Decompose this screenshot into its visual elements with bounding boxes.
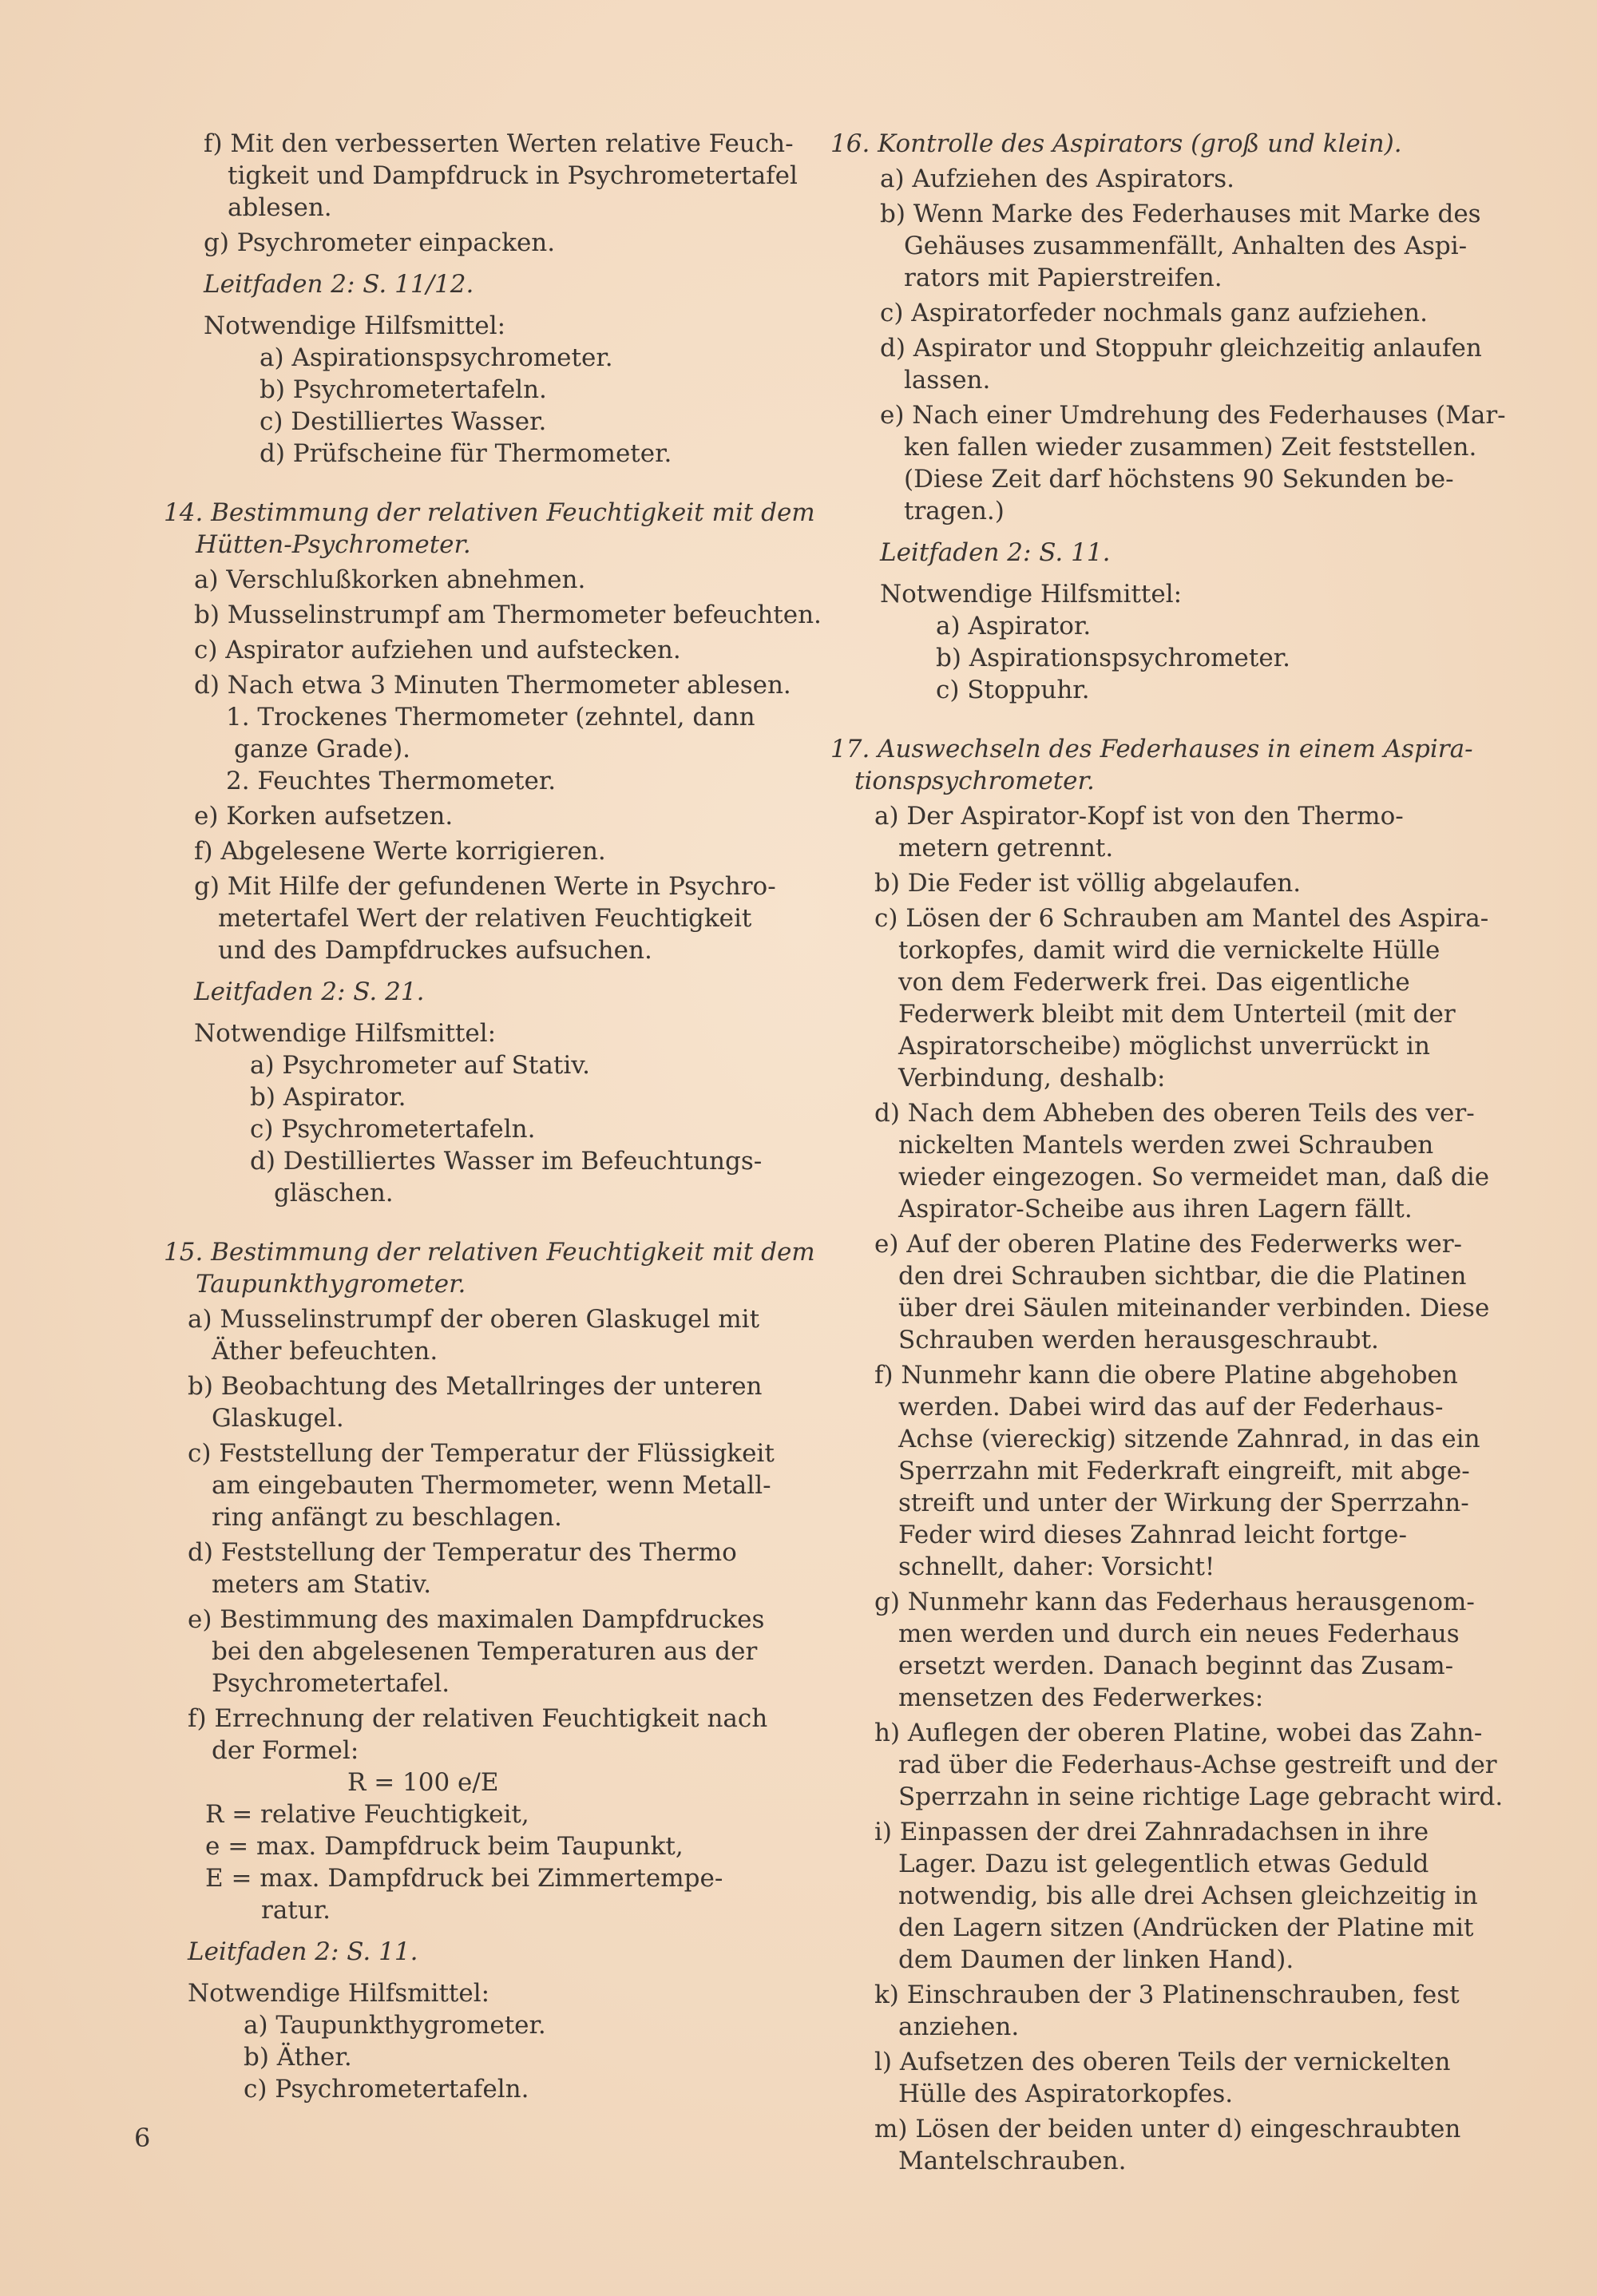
item-line: Äther befeuchten.: [212, 1337, 438, 1366]
hilfsmittel-item: a) Psychrometer auf Stativ.: [250, 1051, 590, 1080]
hilfsmittel-item: a) Taupunkthygrometer.: [244, 2011, 546, 2040]
list-item: [148, 1370, 802, 1434]
item-line: b) Wenn Marke des Federhauses mit Marke des: [880, 200, 1481, 228]
item-line: d) Aspirator und Stoppuhr gleichzeitig anlaufen: [880, 334, 1482, 363]
section-sec15: [148, 1236, 815, 2105]
list-item: [830, 1586, 1485, 1714]
item-line: metern getrennt.: [898, 834, 1114, 862]
item-line: notwendig, bis alle drei Achsen gleichzeitig in: [898, 1882, 1478, 1910]
item-line: a) Aufziehen des Aspirators.: [880, 165, 1234, 193]
item-line: Aspiratorscheibe) möglichst unverrückt in: [898, 1032, 1430, 1061]
hilfsmittel-item: c) Psychrometertafeln.: [250, 1115, 536, 1144]
item-line: Aspirator-Scheibe aus ihren Lagern fällt.: [898, 1195, 1413, 1223]
section-title: Taupunkthygrometer.: [196, 1270, 466, 1299]
item-line: Gehäuses zusammenfällt, Anhalten des Aspi-: [904, 232, 1468, 260]
list-item: [830, 2113, 1485, 2177]
item-line: g) Mit Hilfe der gefundenen Werte in Psychro-: [194, 872, 776, 901]
hilfsmittel-item: b) Äther.: [244, 2043, 352, 2072]
list-item: [148, 1303, 802, 1367]
item-line: am eingebauten Thermometer, wenn Metall-: [212, 1471, 771, 1500]
section-sec17: [830, 733, 1504, 2177]
item-line: g) Psychrometer einpacken.: [204, 228, 556, 257]
item-line: schnellt, daher: Vorsicht!: [898, 1552, 1215, 1581]
section-title: tionspsychrometer.: [854, 767, 1095, 795]
item-line: e) Auf der oberen Platine des Federwerks wer-: [874, 1230, 1463, 1259]
item-line: e) Korken aufsetzen.: [194, 802, 454, 831]
item-line: i) Einpassen der drei Zahnradachsen in ihre: [874, 1818, 1429, 1846]
item-line: ersetzt werden. Danach beginnt das Zusam-: [898, 1652, 1454, 1680]
item-line: (Diese Zeit darf höchstens 90 Sekunden be-: [904, 465, 1454, 494]
list-item: [148, 1537, 802, 1600]
item-line: Glaskugel.: [212, 1404, 344, 1433]
item-line: c) Aspiratorfeder nochmals ganz aufziehen.: [880, 299, 1428, 327]
hilfsmittel-item: b) Psychrometertafeln.: [260, 375, 547, 404]
item-line: Sperrzahn in seine richtige Lage gebracht wird.: [898, 1782, 1504, 1811]
item-line: Lager. Dazu ist gelegentlich etwas Geduld: [898, 1850, 1429, 1878]
item-line: metertafel Wert der relativen Feuchtigkeit: [218, 904, 752, 933]
list-item: [830, 1228, 1490, 1356]
item-line: nickelten Mantels werden zwei Schrauben: [898, 1131, 1434, 1160]
list-item: [830, 1979, 1485, 2043]
item-line: men werden und durch ein neues Federhaus: [898, 1620, 1460, 1648]
section-sec14: [148, 497, 822, 1209]
item-line: und des Dampfdruckes aufsuchen.: [218, 936, 652, 965]
leitfaden-reference: Leitfaden 2: S. 11.: [188, 1937, 418, 1966]
item-line: h) Auflegen der oberen Platine, wobei das Zahn-: [874, 1719, 1483, 1747]
item-line: g) Nunmehr kann das Federhaus herausgenom-: [874, 1588, 1475, 1616]
item-line: c) Lösen der 6 Schrauben am Mantel des Aspira-: [874, 904, 1489, 933]
item-line: von dem Federwerk frei. Das eigentliche: [898, 968, 1410, 997]
section-title: 15. Bestimmung der relativen Feuchtigkeit mit dem: [164, 1238, 815, 1267]
list-item: [830, 800, 1485, 864]
formula-legend-line: ratur.: [261, 1896, 331, 1925]
leitfaden-reference: Leitfaden 2: S. 11/12.: [204, 270, 474, 299]
item-line: dem Daumen der linken Hand).: [898, 1945, 1294, 1974]
list-item: [830, 1717, 1504, 1813]
section-cont13: [148, 128, 802, 470]
list-item: [148, 870, 802, 966]
item-line: f) Abgelesene Werte korrigieren.: [194, 837, 606, 866]
item-line: d) Feststellung der Temperatur des Thermo: [188, 1538, 737, 1567]
item-line: e) Bestimmung des maximalen Dampfdruckes: [188, 1605, 765, 1634]
item-line: ablesen.: [228, 193, 332, 222]
hilfsmittel-item: gläschen.: [274, 1179, 394, 1207]
hilfsmittel-heading: Notwendige Hilfsmittel:: [188, 1979, 490, 2008]
list-item: [148, 227, 802, 259]
list-item: [830, 399, 1506, 527]
item-line: k) Einschrauben der 3 Platinenschrauben, fest: [874, 1981, 1460, 2009]
right-column: [830, 128, 1506, 2177]
hilfsmittel-item: c) Destilliertes Wasser.: [260, 407, 547, 436]
hilfsmittel-item: d) Destilliertes Wasser im Befeuchtungs-: [250, 1147, 763, 1176]
item-line: c) Aspirator aufziehen und aufstecken.: [194, 636, 681, 664]
item-line: b) Beobachtung des Metallringes der unteren: [188, 1372, 763, 1401]
hilfsmittel-heading: Notwendige Hilfsmittel:: [194, 1019, 497, 1048]
list-item: [148, 669, 802, 797]
item-line: Sperrzahn mit Federkraft eingreift, mit abge-: [898, 1457, 1470, 1485]
hilfsmittel-item: b) Aspirationspsychrometer.: [936, 644, 1290, 672]
item-line: 2. Feuchtes Thermometer.: [226, 767, 557, 795]
item-line: Federwerk bleibt mit dem Unterteil (mit der: [898, 1000, 1456, 1029]
item-line: Mantelschrauben.: [898, 2147, 1127, 2175]
list-item: [830, 867, 1485, 899]
item-line: Feder wird dieses Zahnrad leicht fortge-: [898, 1521, 1407, 1549]
item-line: ken fallen wieder zusammen) Zeit feststellen.: [904, 433, 1477, 462]
item-line: meters am Stativ.: [212, 1570, 432, 1599]
list-item: [148, 128, 802, 224]
hilfsmittel-item: b) Aspirator.: [250, 1083, 406, 1112]
list-item: [830, 1359, 1485, 1583]
leitfaden-reference: Leitfaden 2: S. 11.: [880, 538, 1111, 567]
item-line: f) Nunmehr kann die obere Platine abgehoben: [874, 1361, 1458, 1390]
item-line: Hülle des Aspiratorkopfes.: [898, 2080, 1234, 2108]
hilfsmittel-item: c) Psychrometertafeln.: [244, 2075, 529, 2104]
item-line: streift und unter der Wirkung der Sperrzahn-: [898, 1489, 1469, 1517]
list-item: [830, 297, 1485, 329]
item-line: a) Der Aspirator-Kopf ist von den Thermo-: [874, 802, 1404, 831]
item-line: anziehen.: [898, 2012, 1020, 2041]
item-line: d) Nach etwa 3 Minuten Thermometer ablesen.: [194, 671, 791, 700]
hilfsmittel-heading: Notwendige Hilfsmittel:: [880, 580, 1183, 609]
item-line: wieder eingezogen. So vermeidet man, daß die: [898, 1163, 1490, 1192]
item-line: e) Nach einer Umdrehung des Federhauses (Mar-: [880, 401, 1506, 430]
section-title: Hütten-Psychrometer.: [196, 530, 471, 559]
list-item: [830, 1816, 1485, 1976]
item-line: tigkeit und Dampfdruck in Psychrometertafel: [228, 161, 798, 190]
section-sec16: [830, 128, 1506, 706]
item-line: rad über die Federhaus-Achse gestreift und der: [898, 1751, 1497, 1779]
list-item: [830, 198, 1485, 294]
item-line: der Formel:: [212, 1736, 359, 1765]
item-line: lassen.: [904, 366, 991, 395]
item-line: Verbindung, deshalb:: [898, 1064, 1166, 1092]
item-line: tragen.): [904, 497, 1005, 525]
hilfsmittel-item: a) Aspirator.: [936, 612, 1092, 640]
list-item: [830, 1097, 1490, 1225]
formula-legend-line: R = relative Feuchtigkeit,: [205, 1800, 529, 1829]
section-title: 17. Auswechseln des Federhauses in einem Aspira-: [830, 735, 1473, 763]
list-item: [830, 332, 1485, 396]
item-line: 1. Trockenes Thermometer (zehntel, dann: [226, 703, 755, 732]
item-line: a) Verschlußkorken abnehmen.: [194, 565, 586, 594]
page-number: 6: [134, 2123, 151, 2153]
item-line: b) Musselinstrumpf am Thermometer befeuchten.: [194, 601, 822, 629]
item-line: Achse (viereckig) sitzende Zahnrad, in das ein: [898, 1425, 1480, 1453]
item-line: den drei Schrauben sichtbar, die die Platinen: [898, 1262, 1467, 1291]
list-item: [148, 1437, 802, 1533]
item-line: rators mit Papierstreifen.: [904, 264, 1223, 292]
hilfsmittel-item: c) Stoppuhr.: [936, 676, 1090, 704]
list-item: [148, 800, 802, 832]
item-line: werden. Dabei wird das auf der Federhaus-: [898, 1393, 1444, 1422]
formula-legend-line: E = max. Dampfdruck bei Zimmertempe-: [205, 1864, 723, 1893]
hilfsmittel-heading: Notwendige Hilfsmittel:: [204, 311, 506, 340]
item-line: über drei Säulen miteinander verbinden. Diese: [898, 1294, 1490, 1322]
hilfsmittel-item: d) Prüfscheine für Thermometer.: [260, 439, 672, 468]
formula: R = 100 e/E: [347, 1768, 499, 1797]
list-item: [148, 1604, 802, 1699]
list-item: [830, 2046, 1485, 2110]
item-line: l) Aufsetzen des oberen Teils der vernickelten: [874, 2048, 1451, 2076]
item-line: torkopfes, damit wird die vernickelte Hülle: [898, 936, 1440, 965]
leitfaden-reference: Leitfaden 2: S. 21.: [194, 977, 425, 1006]
item-line: b) Die Feder ist völlig abgelaufen.: [874, 869, 1302, 898]
item-line: Schrauben werden herausgeschraubt.: [898, 1326, 1379, 1354]
list-item: [148, 835, 802, 867]
item-line: a) Musselinstrumpf der oberen Glaskugel mit: [188, 1305, 760, 1334]
item-line: f) Mit den verbesserten Werten relative Feuch-: [204, 129, 794, 158]
list-item: [148, 634, 802, 666]
item-line: ring anfängt zu beschlagen.: [212, 1503, 562, 1532]
section-title: 14. Bestimmung der relativen Feuchtigkeit mit dem: [164, 498, 815, 527]
item-line: m) Lösen der beiden unter d) eingeschraubten: [874, 2115, 1461, 2143]
item-line: den Lagern sitzen (Andrücken der Platine mit: [898, 1913, 1474, 1942]
item-line: ganze Grade).: [234, 735, 411, 763]
list-item: [830, 163, 1485, 195]
list-item: [830, 902, 1489, 1094]
list-item: [148, 1703, 802, 1767]
item-line: c) Feststellung der Temperatur der Flüssigkeit: [188, 1439, 775, 1468]
item-line: d) Nach dem Abheben des oberen Teils des ver-: [874, 1099, 1475, 1128]
left-column: [148, 128, 822, 2105]
section-title: 16. Kontrolle des Aspirators (groß und klein).: [830, 129, 1402, 158]
list-item: [148, 599, 822, 631]
item-line: mensetzen des Federwerkes:: [898, 1683, 1264, 1712]
hilfsmittel-item: a) Aspirationspsychrometer.: [260, 343, 613, 372]
list-item: [148, 564, 802, 596]
item-line: Psychrometertafel.: [212, 1669, 450, 1698]
item-line: f) Errechnung der relativen Feuchtigkeit nach: [188, 1704, 768, 1733]
item-line: bei den abgelesenen Temperaturen aus der: [212, 1637, 758, 1666]
formula-legend-line: e = max. Dampfdruck beim Taupunkt,: [205, 1832, 684, 1861]
